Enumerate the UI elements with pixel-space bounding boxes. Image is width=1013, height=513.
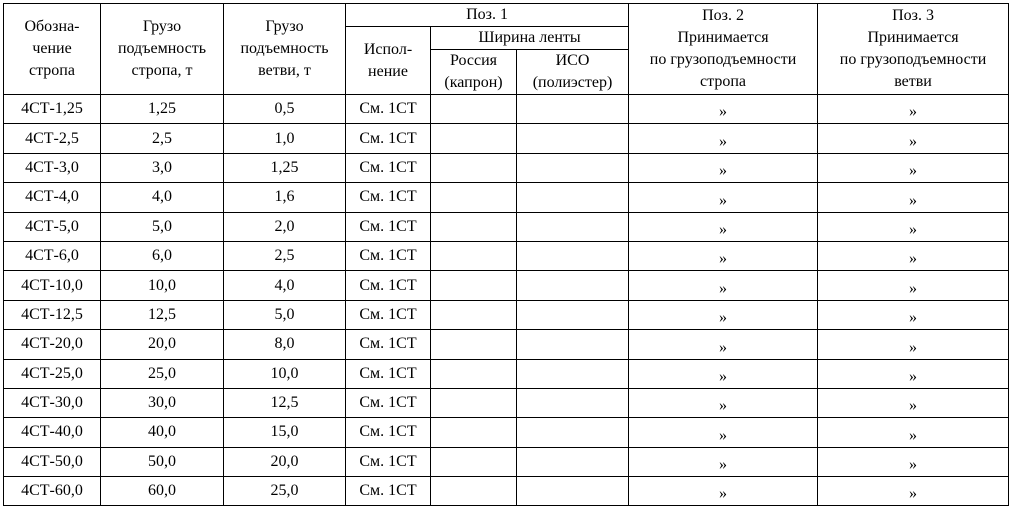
cell-iso	[517, 95, 629, 124]
header-sling-capacity: Грузо подъемность стропа, т	[101, 4, 224, 95]
cell-poz2: »	[629, 241, 818, 270]
cell-designation: 4СТ-4,0	[4, 183, 101, 212]
cell-poz3: »	[818, 330, 1009, 359]
cell-sling-capacity: 1,25	[101, 95, 224, 124]
cell-execution: См. 1СТ	[346, 477, 431, 506]
cell-iso	[517, 241, 629, 270]
cell-execution: См. 1СТ	[346, 212, 431, 241]
cell-branch-capacity: 12,5	[224, 388, 346, 417]
cell-poz3: »	[818, 212, 1009, 241]
cell-russia	[431, 212, 517, 241]
cell-poz2: »	[629, 330, 818, 359]
cell-execution: См. 1СТ	[346, 359, 431, 388]
cell-branch-capacity: 20,0	[224, 447, 346, 476]
cell-sling-capacity: 3,0	[101, 153, 224, 182]
cell-russia	[431, 124, 517, 153]
cell-poz2: »	[629, 300, 818, 329]
cell-russia	[431, 418, 517, 447]
cell-poz2: »	[629, 477, 818, 506]
cell-poz3: »	[818, 271, 1009, 300]
header-poz1: Поз. 1	[346, 4, 629, 27]
table-row	[4, 330, 1009, 359]
cell-poz2: »	[629, 359, 818, 388]
cell-branch-capacity: 1,25	[224, 153, 346, 182]
cell-sling-capacity: 60,0	[101, 477, 224, 506]
cell-russia	[431, 153, 517, 182]
cell-sling-capacity: 6,0	[101, 241, 224, 270]
cell-branch-capacity: 1,0	[224, 124, 346, 153]
cell-designation: 4СТ-2,5	[4, 124, 101, 153]
cell-russia	[431, 477, 517, 506]
cell-russia	[431, 183, 517, 212]
cell-poz2: »	[629, 95, 818, 124]
cell-branch-capacity: 2,5	[224, 241, 346, 270]
header-execution: Испол- нение	[346, 27, 431, 95]
cell-poz2: »	[629, 388, 818, 417]
cell-designation: 4СТ-5,0	[4, 212, 101, 241]
header-designation: Обозна- чение стропа	[4, 4, 101, 95]
cell-russia	[431, 359, 517, 388]
cell-poz3: »	[818, 95, 1009, 124]
cell-iso	[517, 212, 629, 241]
table-body	[4, 95, 1009, 506]
table-row	[4, 447, 1009, 476]
cell-branch-capacity: 10,0	[224, 359, 346, 388]
header-poz2: Поз. 2 Принимается по грузоподъемности стропа	[629, 4, 818, 95]
cell-poz3: »	[818, 124, 1009, 153]
cell-sling-capacity: 5,0	[101, 212, 224, 241]
cell-execution: См. 1СТ	[346, 300, 431, 329]
table-row	[4, 477, 1009, 506]
cell-designation: 4СТ-40,0	[4, 418, 101, 447]
table-row	[4, 418, 1009, 447]
cell-poz3: »	[818, 477, 1009, 506]
cell-iso	[517, 300, 629, 329]
cell-branch-capacity: 15,0	[224, 418, 346, 447]
cell-poz2: »	[629, 271, 818, 300]
cell-iso	[517, 359, 629, 388]
cell-branch-capacity: 2,0	[224, 212, 346, 241]
cell-designation: 4СТ-60,0	[4, 477, 101, 506]
document-page	[3, 3, 1009, 506]
cell-poz3: »	[818, 359, 1009, 388]
cell-branch-capacity: 5,0	[224, 300, 346, 329]
cell-iso	[517, 418, 629, 447]
header-poz3: Поз. 3 Принимается по грузоподъемности ветви	[818, 4, 1009, 95]
table-header	[4, 4, 1009, 95]
table-row	[4, 95, 1009, 124]
cell-russia	[431, 271, 517, 300]
cell-russia	[431, 241, 517, 270]
cell-poz2: »	[629, 183, 818, 212]
cell-sling-capacity: 30,0	[101, 388, 224, 417]
cell-poz3: »	[818, 418, 1009, 447]
cell-branch-capacity: 0,5	[224, 95, 346, 124]
cell-designation: 4СТ-25,0	[4, 359, 101, 388]
cell-poz3: »	[818, 447, 1009, 476]
cell-poz2: »	[629, 418, 818, 447]
cell-russia	[431, 95, 517, 124]
cell-iso	[517, 183, 629, 212]
table-row	[4, 183, 1009, 212]
cell-designation: 4СТ-20,0	[4, 330, 101, 359]
cell-execution: См. 1СТ	[346, 95, 431, 124]
cell-iso	[517, 477, 629, 506]
cell-poz3: »	[818, 388, 1009, 417]
cell-poz2: »	[629, 447, 818, 476]
cell-designation: 4СТ-6,0	[4, 241, 101, 270]
header-branch-capacity: Грузо подъемность ветви, т	[224, 4, 346, 95]
table-row	[4, 271, 1009, 300]
sling-table	[3, 3, 1009, 506]
cell-execution: См. 1СТ	[346, 241, 431, 270]
cell-iso	[517, 271, 629, 300]
table-row	[4, 241, 1009, 270]
cell-iso	[517, 388, 629, 417]
cell-execution: См. 1СТ	[346, 388, 431, 417]
cell-iso	[517, 153, 629, 182]
cell-branch-capacity: 4,0	[224, 271, 346, 300]
cell-russia	[431, 330, 517, 359]
cell-sling-capacity: 50,0	[101, 447, 224, 476]
cell-iso	[517, 330, 629, 359]
table-row	[4, 124, 1009, 153]
cell-iso	[517, 124, 629, 153]
cell-designation: 4СТ-12,5	[4, 300, 101, 329]
cell-execution: См. 1СТ	[346, 418, 431, 447]
table-row	[4, 359, 1009, 388]
cell-poz3: »	[818, 153, 1009, 182]
cell-designation: 4СТ-10,0	[4, 271, 101, 300]
cell-designation: 4СТ-3,0	[4, 153, 101, 182]
cell-poz3: »	[818, 183, 1009, 212]
header-belt-width: Ширина ленты	[431, 27, 629, 50]
cell-branch-capacity: 1,6	[224, 183, 346, 212]
cell-sling-capacity: 4,0	[101, 183, 224, 212]
table-row	[4, 212, 1009, 241]
cell-execution: См. 1СТ	[346, 447, 431, 476]
cell-sling-capacity: 12,5	[101, 300, 224, 329]
cell-sling-capacity: 10,0	[101, 271, 224, 300]
cell-poz3: »	[818, 241, 1009, 270]
cell-iso	[517, 447, 629, 476]
cell-sling-capacity: 40,0	[101, 418, 224, 447]
cell-designation: 4СТ-30,0	[4, 388, 101, 417]
cell-branch-capacity: 8,0	[224, 330, 346, 359]
cell-russia	[431, 388, 517, 417]
cell-poz2: »	[629, 212, 818, 241]
cell-designation: 4СТ-1,25	[4, 95, 101, 124]
cell-poz2: »	[629, 153, 818, 182]
cell-execution: См. 1СТ	[346, 271, 431, 300]
cell-poz3: »	[818, 300, 1009, 329]
cell-execution: См. 1СТ	[346, 124, 431, 153]
cell-execution: См. 1СТ	[346, 330, 431, 359]
table-row	[4, 153, 1009, 182]
header-russia: Россия (капрон)	[431, 50, 517, 95]
table-row	[4, 388, 1009, 417]
cell-branch-capacity: 25,0	[224, 477, 346, 506]
cell-poz2: »	[629, 124, 818, 153]
cell-sling-capacity: 25,0	[101, 359, 224, 388]
cell-russia	[431, 300, 517, 329]
cell-designation: 4СТ-50,0	[4, 447, 101, 476]
header-iso: ИСО (полиэстер)	[517, 50, 629, 95]
cell-sling-capacity: 20,0	[101, 330, 224, 359]
cell-sling-capacity: 2,5	[101, 124, 224, 153]
cell-execution: См. 1СТ	[346, 183, 431, 212]
table-row	[4, 300, 1009, 329]
cell-execution: См. 1СТ	[346, 153, 431, 182]
cell-russia	[431, 447, 517, 476]
